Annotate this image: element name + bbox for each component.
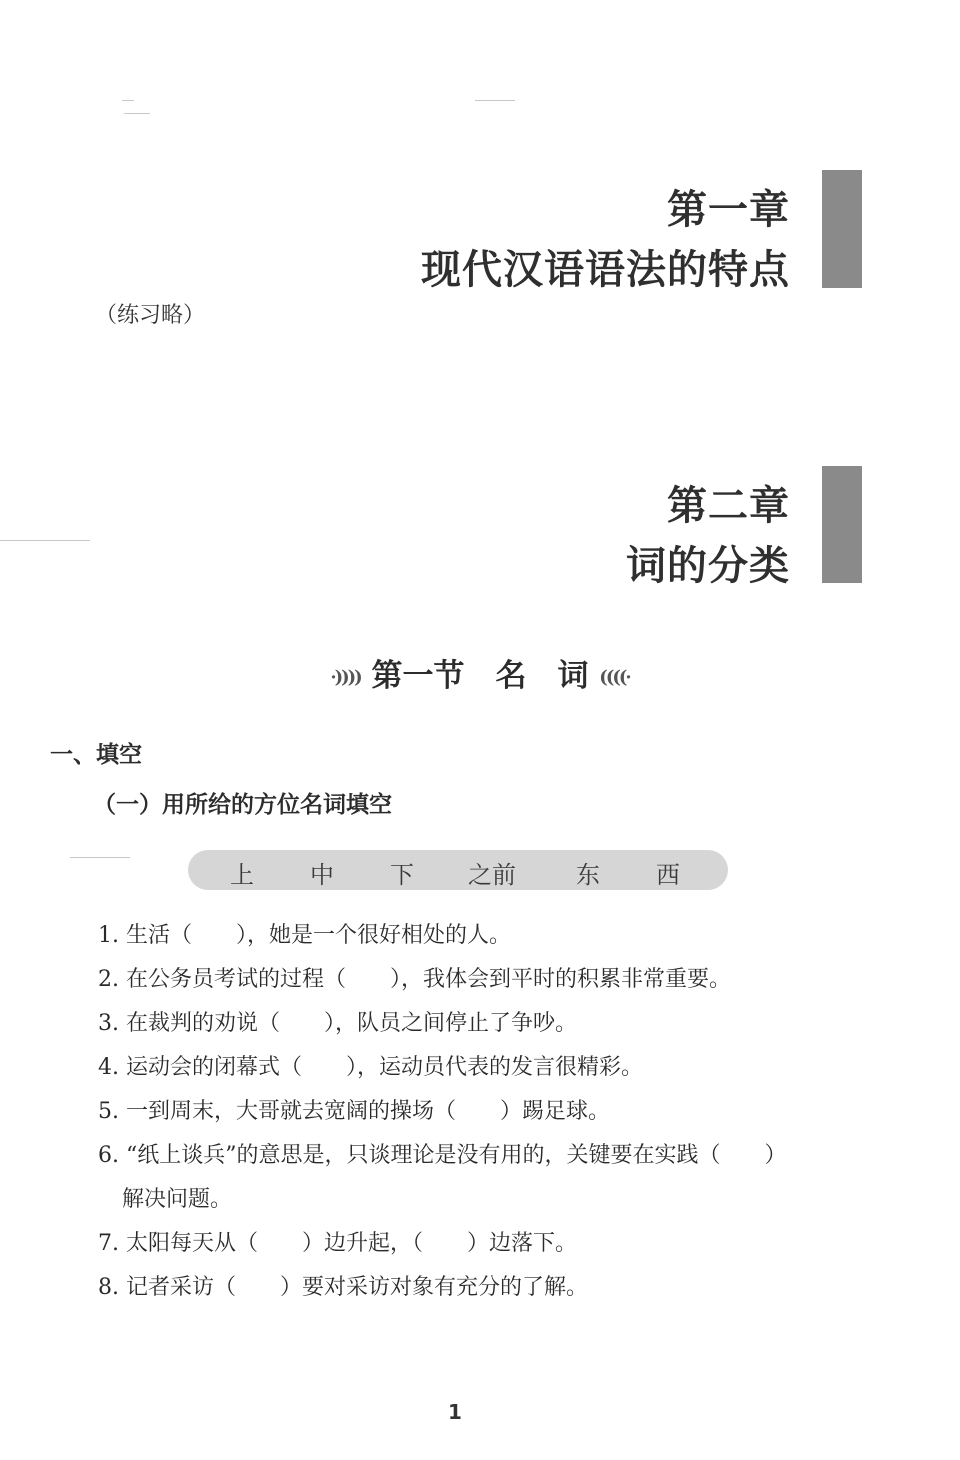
scan-mark	[70, 857, 130, 858]
chapter1-side-bar	[822, 170, 862, 288]
question-6: 6. “纸上谈兵”的意思是，只谈理论是没有用的，关键要在实践（ ）	[98, 1143, 787, 1168]
word-bank-item: 下	[390, 861, 414, 889]
question-7: 7. 太阳每天从（ ）边升起，（ ）边落下。	[98, 1231, 577, 1256]
chapter1-number: 第一章	[667, 187, 790, 233]
question-3: 3. 在裁判的劝说（ ），队员之间停止了争吵。	[98, 1011, 577, 1036]
scan-mark	[0, 540, 90, 541]
question-5: 5. 一到周末，大哥就去宽阔的操场（ ）踢足球。	[98, 1099, 610, 1124]
question-8: 8. 记者采访（ ）要对采访对象有充分的了解。	[98, 1275, 588, 1300]
word-bank-item: 西	[656, 861, 680, 889]
word-bank-item: 中	[310, 861, 334, 889]
question-1: 1. 生活（ ），她是一个很好相处的人。	[98, 923, 511, 948]
exercise-heading: 一、填空	[50, 742, 142, 768]
section-deco-right: ((((·	[599, 667, 630, 688]
question-4: 4. 运动会的闭幕式（ ），运动员代表的发言很精彩。	[98, 1055, 643, 1080]
scan-mark	[475, 100, 515, 101]
exercise-subheading: （一）用所给的方位名词填空	[93, 792, 392, 818]
word-bank-item: 上	[230, 861, 254, 889]
word-bank-item: 东	[576, 861, 600, 889]
chapter1-title: 现代汉语语法的特点	[421, 247, 790, 293]
word-bank-item: 之前	[468, 861, 516, 889]
scan-mark	[124, 113, 150, 114]
scan-mark	[122, 100, 134, 101]
chapter2-number: 第二章	[667, 483, 790, 529]
section-title-text: 第一节 名 词	[371, 658, 589, 694]
chapter2-side-bar	[822, 466, 862, 583]
section-deco-left: ·))))	[330, 667, 361, 688]
section-title	[0, 650, 960, 695]
page-number: 1	[448, 1400, 462, 1424]
exercise-omitted-note: （练习略）	[95, 303, 206, 328]
question-2: 2. 在公务员考试的过程（ ），我体会到平时的积累非常重要。	[98, 967, 731, 992]
question-6-continuation: 解决问题。	[122, 1187, 233, 1212]
word-bank-band	[188, 850, 728, 890]
chapter2-title: 词的分类	[626, 543, 790, 589]
